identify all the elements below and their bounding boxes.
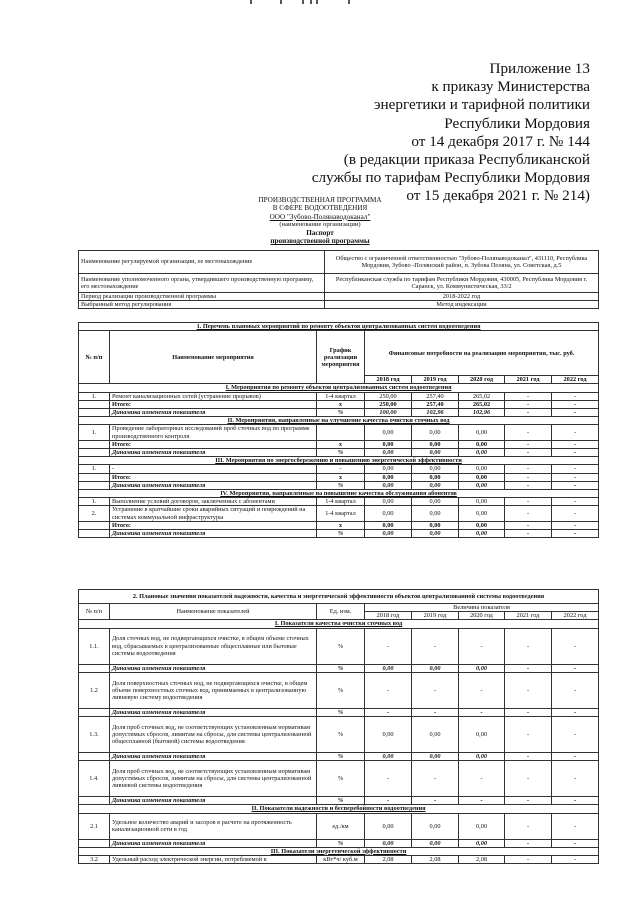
row-value: 0,00	[459, 506, 505, 521]
column-header-num: № п/п	[79, 331, 110, 384]
row-value: -	[552, 856, 599, 864]
row-value: -	[412, 761, 459, 797]
row-value: -	[505, 425, 552, 440]
column-header-year: 2022 год	[552, 612, 599, 620]
section-row	[79, 384, 599, 392]
heading-line: к приказу Министерства	[431, 78, 590, 96]
row-value: -	[365, 628, 412, 664]
row-value: 0,00	[412, 449, 459, 457]
row-name: Выполнение условий договоров, заключенных с абонентами	[110, 498, 317, 506]
row-value: 0,00	[365, 498, 412, 506]
row-value: 0,00	[412, 465, 459, 473]
row-value: -	[505, 797, 552, 805]
row-schedule: 1-4 квартал	[317, 498, 365, 506]
column-header-year: 2019 год	[412, 376, 459, 384]
row-value: 0,00	[412, 839, 459, 847]
row-value: 0,00	[412, 813, 459, 839]
table-row	[79, 813, 599, 839]
row-value: 257,40	[412, 392, 459, 400]
table-row	[79, 465, 599, 473]
row-value: -	[552, 473, 599, 481]
row-value: -	[505, 717, 552, 753]
row-name: Доля проб сточных вод, не соответствующих установленным нормативам допустимых сбросов, лимитам на сбросы, для системы централизованной общесплавной (бытовой) системы водоотведения	[110, 717, 317, 753]
row-name: Динамика изменения показателя	[110, 409, 317, 417]
row-unit: %	[317, 761, 365, 797]
passport-value: Республиканская служба по тарифам Республики Мордовия, 430005, Республика Мордовия г. Саранск, ул. Коммунистическая, 33/2	[325, 274, 599, 293]
row-value: -	[552, 392, 599, 400]
column-header-year: 2018 год	[365, 612, 412, 620]
passport-row	[79, 301, 599, 309]
row-value: 0,00	[365, 530, 412, 538]
row-value: 250,00	[365, 400, 412, 408]
row-value: 102,96	[459, 409, 505, 417]
row-value: -	[552, 481, 599, 489]
row-unit: ед./км	[317, 813, 365, 839]
row-value: -	[459, 761, 505, 797]
passport-value: Общество с ограниченной ответственностью "Зубово-Полянаводоканал", 431110, Республика Мордовия, Зубово -Полянский район, п. Зубова Поляна, ул. Советская, д.5	[325, 251, 599, 274]
row-value: -	[552, 506, 599, 521]
row-value: 0,00	[459, 440, 505, 448]
row-value: -	[505, 400, 552, 408]
table-row	[79, 473, 599, 481]
row-value: 250,00	[365, 392, 412, 400]
row-number	[79, 473, 110, 481]
row-value: -	[505, 813, 552, 839]
row-value: 265,02	[459, 400, 505, 408]
passport-title: Паспорт	[306, 229, 334, 238]
row-value: -	[505, 664, 552, 672]
passport-label: Период реализации производственной программы	[79, 293, 325, 301]
row-value: -	[552, 672, 599, 708]
row-value: 0,00	[459, 839, 505, 847]
table-row	[79, 672, 599, 708]
row-number: 1.	[79, 425, 110, 440]
row-number	[79, 753, 110, 761]
table-row	[79, 708, 599, 716]
row-value: -	[505, 449, 552, 457]
row-number	[79, 521, 110, 529]
row-name: Динамика изменения показателя	[110, 708, 317, 716]
row-unit: %	[317, 672, 365, 708]
row-value: -	[505, 856, 552, 864]
column-header-year: 2021 год	[505, 612, 552, 620]
row-value: -	[552, 717, 599, 753]
row-value: -	[552, 628, 599, 664]
row-value: -	[505, 498, 552, 506]
row-value: 0,00	[459, 465, 505, 473]
row-value: 0,00	[365, 465, 412, 473]
passport-table	[78, 250, 599, 309]
row-value: 102,96	[412, 409, 459, 417]
row-number	[79, 839, 110, 847]
row-value: 0,00	[459, 813, 505, 839]
row-value: -	[459, 797, 505, 805]
row-schedule: 1-4 квартал	[317, 392, 365, 400]
table-row	[79, 856, 599, 864]
table-row	[79, 628, 599, 664]
row-schedule	[317, 425, 365, 440]
row-value: -	[365, 672, 412, 708]
indicators-table	[78, 589, 599, 864]
row-value: -	[552, 664, 599, 672]
row-value: -	[552, 521, 599, 529]
row-value: 0,00	[365, 813, 412, 839]
passport-label: Наименование регулируемой организации, ее местонахождение	[79, 251, 325, 274]
row-value: 2,08	[459, 856, 505, 864]
heading-line: от 14 декабря 2017 г. № 144	[411, 132, 590, 150]
table-row	[79, 440, 599, 448]
row-name: Динамика изменения показателя	[110, 664, 317, 672]
row-name: Доля проб сточных вод, не соответствующих установленным нормативам допустимых сбросов, лимитам на сбросы, для системы централизованной ливневой системы водоотведения	[110, 761, 317, 797]
row-name: Динамика изменения показателя	[110, 449, 317, 457]
column-header-schedule: График реализации мероприятия	[317, 331, 365, 384]
row-value: 100,00	[365, 409, 412, 417]
row-number: 3.2	[79, 856, 110, 864]
row-number	[79, 708, 110, 716]
row-schedule: х	[317, 400, 365, 408]
table-header-row	[79, 604, 599, 612]
table-row	[79, 409, 599, 417]
row-unit: %	[317, 708, 365, 716]
section-row	[79, 417, 599, 425]
row-value: -	[505, 530, 552, 538]
row-value: 257,40	[412, 400, 459, 408]
row-value: 0,00	[412, 481, 459, 489]
passport-label: Выбранный метод регулирования	[79, 301, 325, 309]
row-value: -	[552, 425, 599, 440]
row-number	[79, 440, 110, 448]
passport-row	[79, 274, 599, 293]
section-title: III. Мероприятия по энергосбережению и повышению энергетической эффективности	[79, 457, 599, 465]
row-schedule: 1-4 квартал	[317, 506, 365, 521]
passport-value: 2018-2022 год	[325, 293, 599, 301]
row-value: -	[552, 400, 599, 408]
row-value: 0,00	[365, 521, 412, 529]
section-title: IV. Мероприятия, направленные на повышение качества обслуживания абонентов	[79, 490, 599, 498]
section-row	[79, 457, 599, 465]
row-number	[79, 664, 110, 672]
program-title: ПРОИЗВОДСТВЕННАЯ ПРОГРАММА	[258, 196, 382, 204]
table-row	[79, 797, 599, 805]
indicators-title: 2. Плановые значения показателей надежности, качества и энергетической эффективности объектов централизованной системы водоотведения	[79, 590, 599, 604]
row-value: -	[552, 449, 599, 457]
column-header-year: 2018 год	[365, 376, 412, 384]
row-name: Итого:	[110, 440, 317, 448]
row-value: 265,02	[459, 392, 505, 400]
row-name: Удельное количество аварий и засоров в расчете на протяженность канализационной сети в год	[110, 813, 317, 839]
table-row	[79, 530, 599, 538]
row-value: -	[365, 797, 412, 805]
row-name: Доля поверхностных сточных вод, не подвергающихся очистке, в общем объеме поверхностных сточных вод, принимаемых в централизованную ливневую систему водоотведения	[110, 672, 317, 708]
row-value: 0,00	[459, 521, 505, 529]
column-header-year: 2021 год	[505, 376, 552, 384]
column-header-finance: Финансовые потребности на реализацию мероприятия, тыс. руб.	[365, 331, 599, 376]
column-header-values: Величина показателя	[365, 604, 599, 612]
section-title: I. Показатели качества очистки сточных вод	[79, 620, 599, 628]
heading-line: (в редакции приказа Республиканской	[343, 151, 590, 169]
table-row	[79, 498, 599, 506]
row-schedule: х	[317, 473, 365, 481]
section-row	[79, 490, 599, 498]
row-name: -	[110, 465, 317, 473]
row-value: 0,00	[365, 506, 412, 521]
column-header-year: 2020 год	[459, 612, 505, 620]
passport-value: Метод индексации	[325, 301, 599, 309]
table-row	[79, 449, 599, 457]
row-value: -	[505, 506, 552, 521]
passport-row	[79, 251, 599, 274]
row-value: 0,00	[412, 440, 459, 448]
row-number: 1.	[79, 498, 110, 506]
row-value: 0,00	[365, 664, 412, 672]
row-name: Динамика изменения показателя	[110, 753, 317, 761]
row-number: 1.4.	[79, 761, 110, 797]
row-value: 0,00	[365, 839, 412, 847]
row-number	[79, 797, 110, 805]
row-value: -	[412, 628, 459, 664]
table-title-row	[79, 590, 599, 604]
row-name: Доля сточных вод, не подвергающихся очистке, в общем объеме сточных вод, сбрасываемых в централизованные общесплавные или бытовые системы водоотведения	[110, 628, 317, 664]
row-schedule: %	[317, 530, 365, 538]
row-schedule: х	[317, 440, 365, 448]
row-unit: %	[317, 753, 365, 761]
row-value: 0,00	[365, 753, 412, 761]
row-value: -	[552, 530, 599, 538]
table-row	[79, 753, 599, 761]
column-header-num: № п/п	[79, 604, 110, 620]
row-value: -	[505, 672, 552, 708]
row-value: -	[552, 761, 599, 797]
row-unit: %	[317, 839, 365, 847]
document-heading	[312, 60, 590, 206]
row-value: 0,00	[412, 530, 459, 538]
passport-subtitle: производственной программы	[270, 237, 370, 246]
row-value: -	[459, 628, 505, 664]
row-number: 1.	[79, 465, 110, 473]
table-row	[79, 506, 599, 521]
row-name: Динамика изменения показателя	[110, 530, 317, 538]
row-value: 0,00	[412, 664, 459, 672]
table-row	[79, 717, 599, 753]
row-value: 0,00	[459, 473, 505, 481]
row-value: -	[505, 440, 552, 448]
section-row	[79, 805, 599, 813]
column-header-year: 2020 год	[459, 376, 505, 384]
row-value: -	[412, 708, 459, 716]
row-number: 2.1	[79, 813, 110, 839]
row-value: -	[505, 465, 552, 473]
row-value: -	[552, 839, 599, 847]
section-title: II. Мероприятия, направленные на улучшение качества очистки сточных вод	[79, 417, 599, 425]
row-unit: %	[317, 664, 365, 672]
row-name: Итого:	[110, 400, 317, 408]
row-name: Динамика изменения показателя	[110, 797, 317, 805]
table-row	[79, 481, 599, 489]
organization-caption: (наименование организации)	[279, 220, 361, 228]
heading-line: службы по тарифам Республики Мордовия	[311, 169, 590, 187]
column-header-name: Наименование мероприятия	[110, 331, 317, 384]
passport-label: Наименование уполномоченного органа, утвердившего производственную программу, его местонахождение	[79, 274, 325, 293]
row-value: 0,00	[459, 664, 505, 672]
row-value: -	[552, 708, 599, 716]
row-schedule: %	[317, 449, 365, 457]
row-value: 0,00	[365, 440, 412, 448]
row-number	[79, 400, 110, 408]
row-value: 0,00	[365, 481, 412, 489]
column-header-year: 2019 год	[412, 612, 459, 620]
row-number: 1.2	[79, 672, 110, 708]
row-value: -	[552, 797, 599, 805]
row-number: 1.3.	[79, 717, 110, 753]
row-value: -	[505, 473, 552, 481]
row-value: -	[505, 708, 552, 716]
row-unit: %	[317, 717, 365, 753]
row-schedule: %	[317, 409, 365, 417]
table-header-row	[79, 331, 599, 376]
organization-name: ООО "Зубово-Полянаводоканал"	[269, 212, 371, 221]
row-value: -	[552, 753, 599, 761]
row-value: 0,00	[459, 481, 505, 489]
row-name: Проведение лабораторных исследований проб сточных вод по программе производственного контроля	[110, 425, 317, 440]
row-unit: кВт*ч/ куб.м	[317, 856, 365, 864]
row-unit: %	[317, 628, 365, 664]
scan-artifact	[250, 0, 360, 4]
row-value: -	[552, 813, 599, 839]
row-value: -	[365, 708, 412, 716]
row-value: -	[365, 761, 412, 797]
heading-line: Приложение 13	[489, 60, 590, 77]
row-value: 0,00	[365, 425, 412, 440]
row-value: 0,00	[412, 498, 459, 506]
row-value: 0,00	[412, 425, 459, 440]
row-value: -	[552, 465, 599, 473]
row-name: Ремонт канализационных сетей (устранение прорывов)	[110, 392, 317, 400]
row-value: 0,00	[459, 753, 505, 761]
row-value: -	[412, 672, 459, 708]
row-name: Динамика изменения показателя	[110, 481, 317, 489]
section-row	[79, 620, 599, 628]
column-header-unit: Ед. изм.	[317, 604, 365, 620]
row-value: 0,00	[459, 498, 505, 506]
table-row	[79, 521, 599, 529]
table-row	[79, 839, 599, 847]
row-value: 0,00	[459, 449, 505, 457]
table-row	[79, 400, 599, 408]
row-value: -	[505, 392, 552, 400]
row-number	[79, 530, 110, 538]
row-number	[79, 449, 110, 457]
row-value: 2,08	[412, 856, 459, 864]
row-schedule: -	[317, 465, 365, 473]
program-subtitle: В СФЕРЕ ВОДООТВЕДЕНИЯ	[272, 204, 368, 213]
row-value: 0,00	[459, 425, 505, 440]
row-value: -	[552, 409, 599, 417]
table-row	[79, 664, 599, 672]
row-value: -	[505, 839, 552, 847]
program-title-block	[0, 196, 640, 246]
row-value: -	[552, 440, 599, 448]
passport-row	[79, 293, 599, 301]
table-row	[79, 392, 599, 400]
row-value: -	[505, 761, 552, 797]
row-value: -	[505, 481, 552, 489]
row-schedule: х	[317, 521, 365, 529]
row-value: 0,00	[365, 473, 412, 481]
measures-title: 1. Перечень плановых мероприятий по ремонту объектов централизованных систем водоотведения	[79, 323, 599, 331]
row-value: 0,00	[412, 521, 459, 529]
row-value: 0,00	[459, 530, 505, 538]
row-value: 2,08	[365, 856, 412, 864]
heading-line: Республики Мордовия	[444, 114, 590, 132]
row-value: -	[505, 409, 552, 417]
row-name: Устранение в кратчайшие сроки аварийных ситуаций и повреждений на системах коммунальной инфраструктуры	[110, 506, 317, 521]
measures-table	[78, 322, 599, 538]
heading-line: от 15 декабря 2021 г. № 214)	[406, 187, 590, 205]
row-value: -	[505, 628, 552, 664]
row-schedule: %	[317, 481, 365, 489]
row-value: 0,00	[412, 753, 459, 761]
row-value: 0,00	[365, 717, 412, 753]
row-value: -	[459, 708, 505, 716]
section-title: II. Показатели надежности и бесперебойности водоотведения	[79, 805, 599, 813]
row-value: -	[412, 797, 459, 805]
row-value: 0,00	[459, 717, 505, 753]
row-value: -	[552, 498, 599, 506]
table-title-row	[79, 323, 599, 331]
row-value: 0,00	[412, 506, 459, 521]
row-name: Динамика изменения показателя	[110, 839, 317, 847]
row-number	[79, 481, 110, 489]
row-value: 0,00	[412, 717, 459, 753]
row-number: 1.1.	[79, 628, 110, 664]
section-row	[79, 847, 599, 855]
row-name: Итого:	[110, 521, 317, 529]
column-header-name: Наименование показателей	[110, 604, 317, 620]
row-number: 2.	[79, 506, 110, 521]
section-title: I. Мероприятия по ремонту объектов централизованных систем водоотведения	[79, 384, 599, 392]
row-name: Итого:	[110, 473, 317, 481]
row-number	[79, 409, 110, 417]
section-title: III. Показатели энергетической эффективности	[79, 847, 599, 855]
row-name: Удельный расход электрической энергии, потребляемой в	[110, 856, 317, 864]
row-value: 0,00	[412, 473, 459, 481]
row-value: -	[459, 672, 505, 708]
row-value: -	[505, 521, 552, 529]
heading-line: энергетики и тарифной политики	[373, 96, 590, 114]
table-row	[79, 425, 599, 440]
table-row	[79, 761, 599, 797]
row-value: 0,00	[365, 449, 412, 457]
column-header-year: 2022 год	[552, 376, 599, 384]
row-unit: %	[317, 797, 365, 805]
row-value: -	[505, 753, 552, 761]
row-number: 1.	[79, 392, 110, 400]
